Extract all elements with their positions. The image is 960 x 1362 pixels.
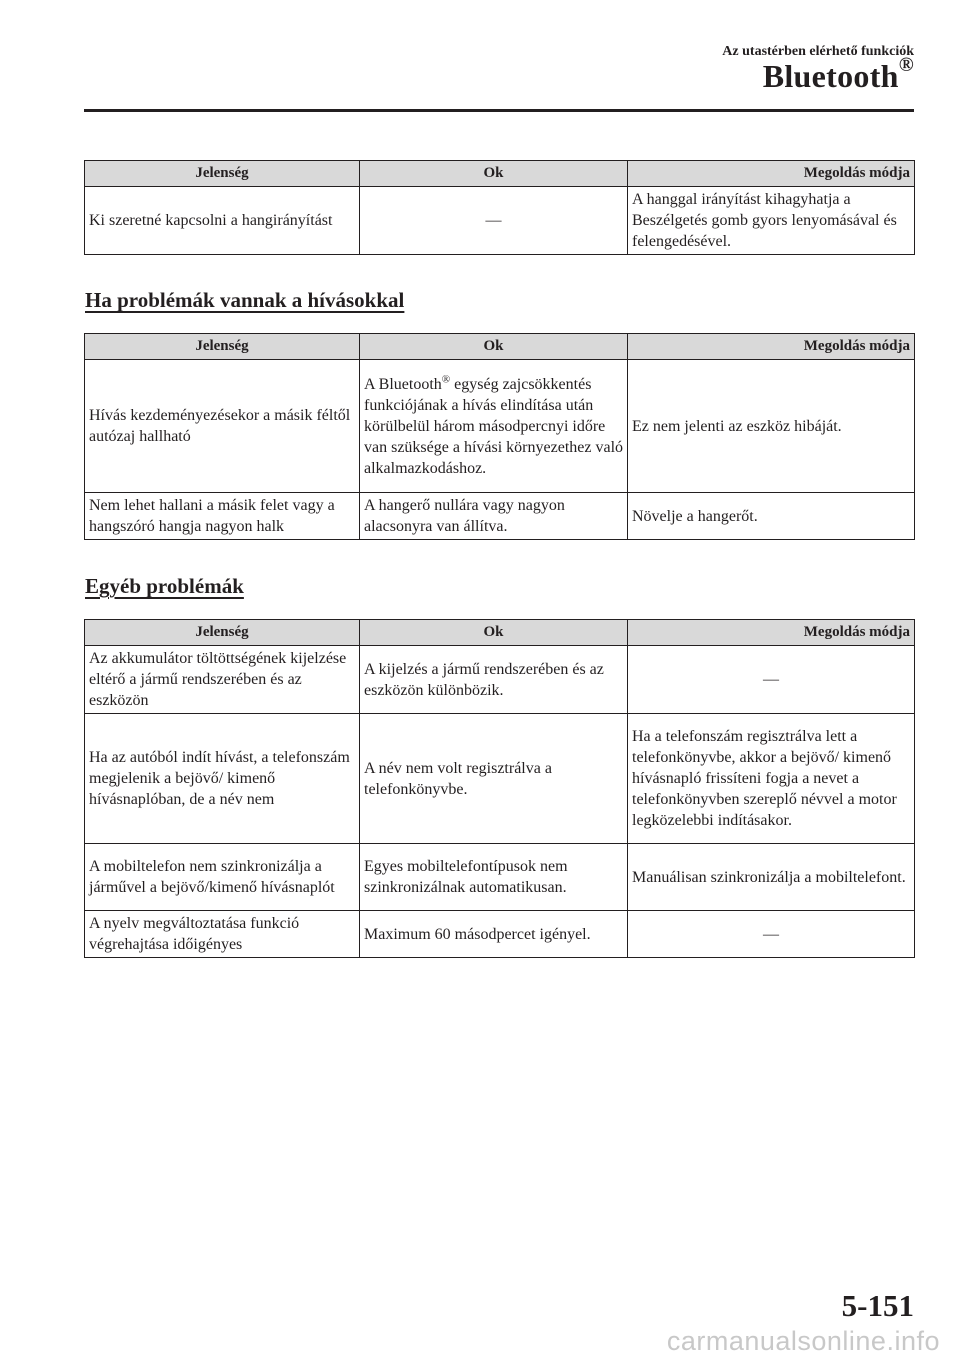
cell-symptom: A mobiltelefon nem szinkronizálja a járművel a bejövő/kimenő hívásnaplót [85,844,360,911]
col-header-symptom: Jelenség [85,161,360,187]
cell-cause: Maximum 60 másodpercet igényel. [360,911,628,958]
cell-solution: — [628,911,915,958]
col-header-solution: Megoldás módja [628,334,915,360]
running-header-subtitle: Az utastérben elérhető funkciók [722,44,914,59]
col-header-symptom: Jelenség [85,620,360,646]
section-title-other: Egyéb problémák [85,574,244,598]
cell-cause: — [360,187,628,255]
table-header-row [85,620,915,646]
cell-cause: A hangerő nullára vagy nagyon alacsonyra van állítva. [360,493,628,540]
cell-solution: Ez nem jelenti az eszköz hibáját. [628,360,915,493]
cell-symptom: Ha az autóból indít hívást, a telefonszám megjelenik a bejövő/ kimenő hívásnaplóban, de a név nem [85,714,360,844]
col-header-solution: Megoldás módja [628,620,915,646]
table-row [85,187,915,255]
cell-cause: A név nem volt regisztrálva a telefonkönyvbe. [360,714,628,844]
table-row [85,844,915,911]
cell-symptom: Az akkumulátor töltöttségének kijelzése eltérő a jármű rendszerében és az eszközön [85,646,360,714]
header-divider [84,109,914,112]
registered-mark: ® [441,373,451,386]
table-other-problems [84,619,915,958]
cell-solution: Manuálisan szinkronizálja a mobiltelefont. [628,844,915,911]
watermark: carmanualsonline.info [666,1326,940,1356]
cell-solution: — [628,646,915,714]
table-header-row [85,161,915,187]
cell-cause: A kijelzés a jármű rendszerében és az eszközön különbözik. [360,646,628,714]
page-number: 5-151 [841,1288,914,1323]
table-row [85,493,915,540]
table-header-row [85,334,915,360]
col-header-cause: Ok [360,161,628,187]
registered-mark: ® [898,54,914,77]
section-title-calls: Ha problémák vannak a hívásokkal [85,288,405,312]
cause-text-rest: egység zajcsökkentés funkciójának a hívás elindítása után körülbelül három másodpercnyi időre van szüksége a hívási környezethez való alkalmazkodáshoz. [364,375,624,477]
table-row [85,911,915,958]
cell-symptom: A nyelv megváltoztatása funkció végrehajtása időigényes [85,911,360,958]
cause-text-start: A Bluetooth [364,375,442,393]
cell-solution: Ha a telefonszám regisztrálva lett a telefonkönyvbe, akkor a bejövő/ kimenő hívásnapló frissíteni fogja a nevet a telefonkönyvben szereplő névvel a motor legközelebbi indításakor. [628,714,915,844]
table-row [85,646,915,714]
running-header-title [762,54,914,95]
col-header-cause: Ok [360,620,628,646]
cell-solution: A hanggal irányítást kihagyhatja a Beszélgetés gomb gyors lenyomásával és felengedésével. [628,187,915,255]
col-header-cause: Ok [360,334,628,360]
table-row [85,360,915,493]
table-call-problems [84,333,915,540]
cell-solution: Növelje a hangerőt. [628,493,915,540]
cell-cause [360,360,628,493]
table-row [85,714,915,844]
cell-symptom: Ki szeretné kapcsolni a hangirányítást [85,187,360,255]
cell-symptom: Nem lehet hallani a másik felet vagy a hangszóró hangja nagyon halk [85,493,360,540]
table-voice-control [84,160,915,255]
cell-symptom: Hívás kezdeményezésekor a másik féltől autózaj hallható [85,360,360,493]
header-title-text: Bluetooth [762,58,899,94]
col-header-solution: Megoldás módja [628,161,915,187]
cell-cause: Egyes mobiltelefontípusok nem szinkronizálnak automatikusan. [360,844,628,911]
col-header-symptom: Jelenség [85,334,360,360]
